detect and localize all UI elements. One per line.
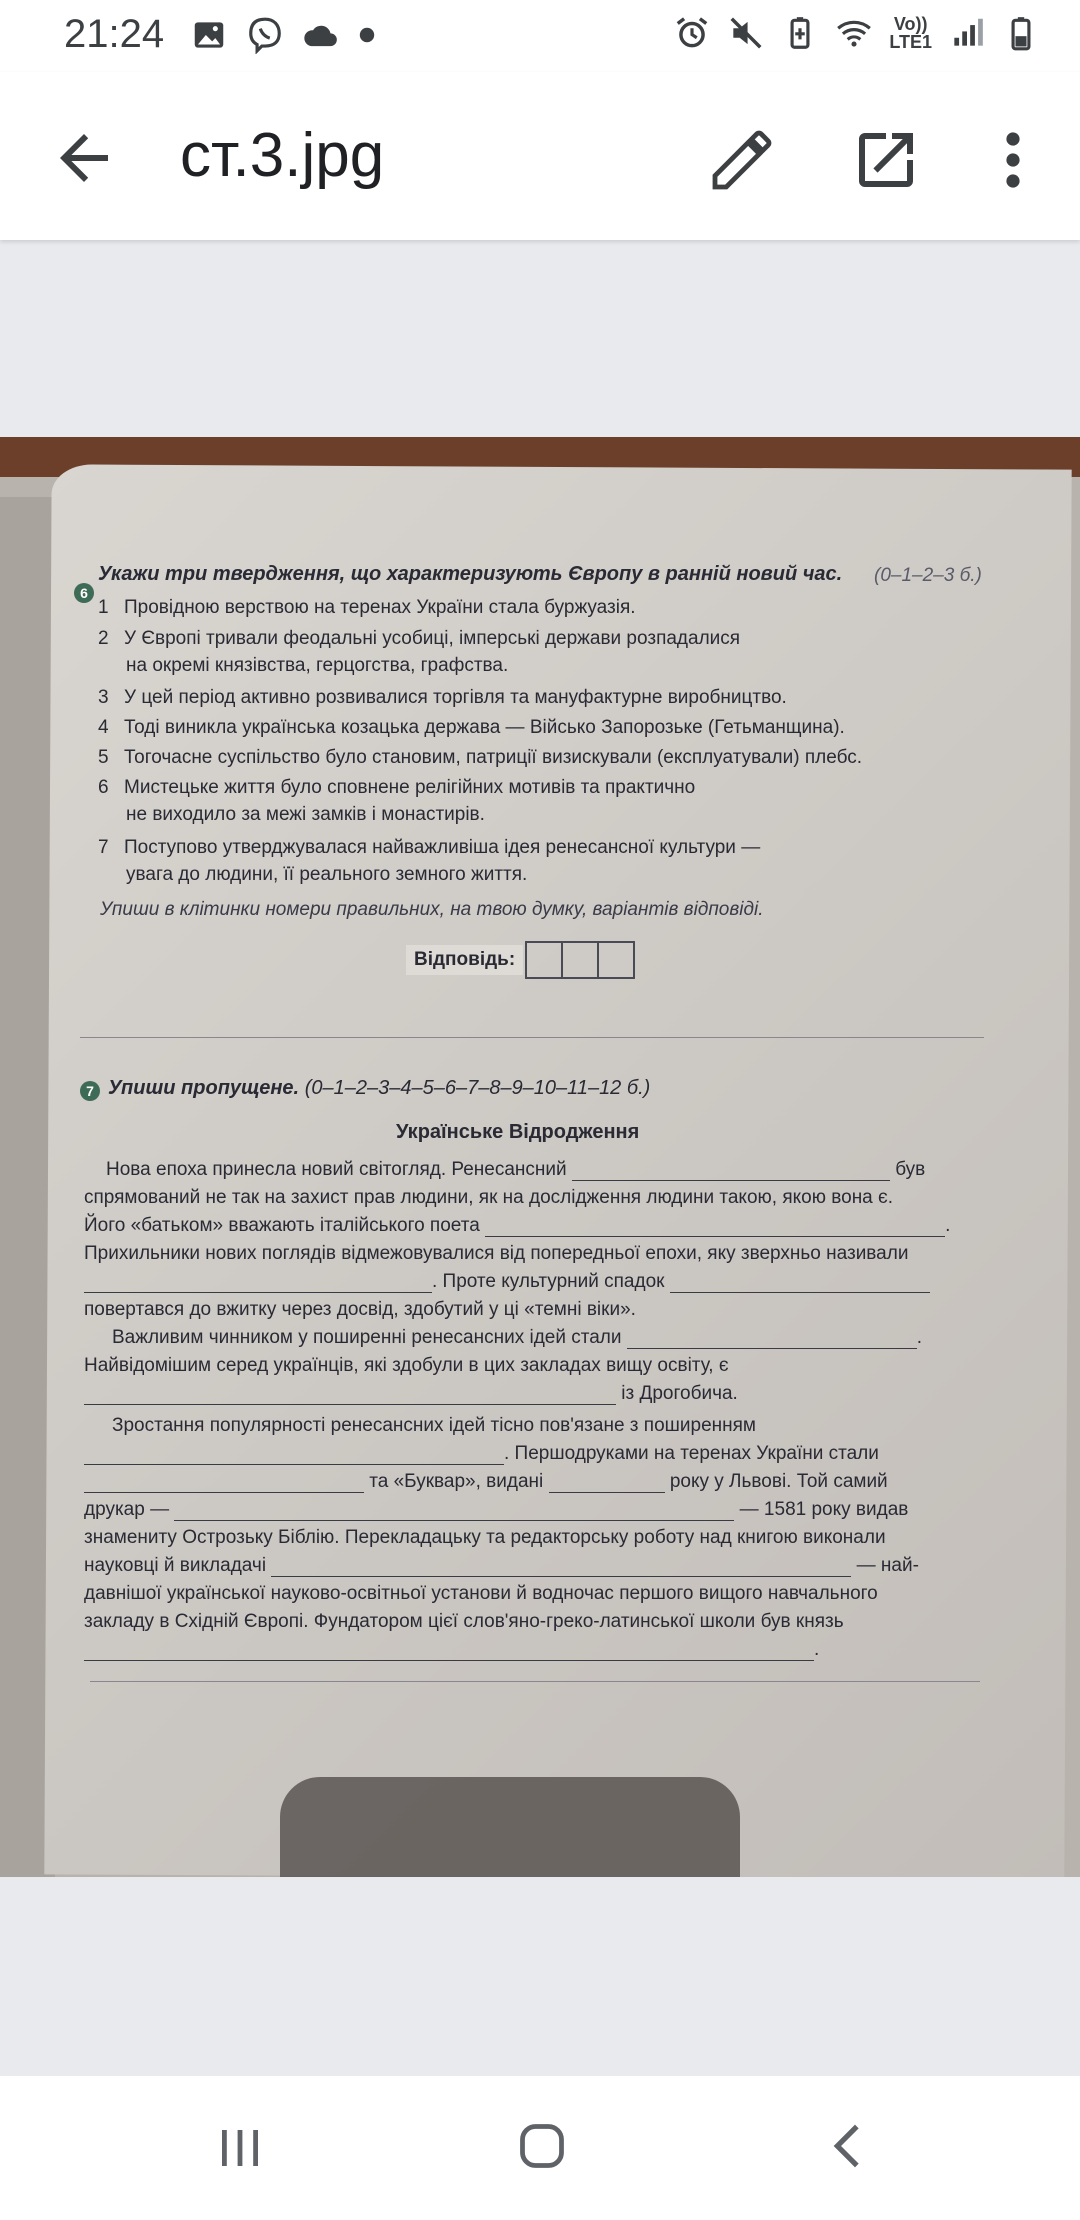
question-7-badge: 7 xyxy=(80,1081,100,1101)
q7-text: та «Буквар», видані xyxy=(369,1471,544,1492)
q6-item-text: У Європі тривали феодальні усобиці, імперські держави розпадалися xyxy=(124,628,741,649)
q6-item-1 xyxy=(98,597,636,619)
q7-line-9 xyxy=(84,1383,738,1405)
q6-item-text: У цей період активно розвивалися торгівля та мануфактурне виробництво. xyxy=(124,687,787,708)
q6-item-text: Мистецьке життя було сповнене релігійних мотивів та практично xyxy=(124,777,696,798)
wifi-icon xyxy=(835,14,873,52)
photo-viewer-image[interactable] xyxy=(0,437,1080,1877)
q7-blank-11[interactable] xyxy=(271,1558,851,1577)
q7-text: Його «батьком» вважають італійського поета xyxy=(84,1215,480,1236)
q6-item-6 xyxy=(98,777,695,799)
q7-text: друкар — xyxy=(84,1499,170,1520)
q7-line-15 xyxy=(84,1555,919,1577)
q7-line-18: . xyxy=(84,1639,819,1661)
q6-item-7 xyxy=(98,837,760,859)
q7-text: Нова епоха принесла новий світогляд. Ренесансний xyxy=(106,1159,567,1180)
q7-blank-1[interactable] xyxy=(572,1162,890,1181)
signal-icon xyxy=(948,14,986,52)
page-title: ст.3.jpg xyxy=(180,121,385,190)
q6-item-number: 4 xyxy=(98,717,109,738)
q7-blank-9[interactable] xyxy=(549,1474,665,1493)
q7-line-2: спрямований не так на захист прав людини, як на дослідження людини такою, якою вона є. xyxy=(84,1187,894,1208)
more-vert-icon[interactable] xyxy=(990,124,1036,196)
q7-text: Важливим чинником у поширенні ренесансних ідей стали xyxy=(112,1327,622,1348)
question-7-score: (0–1–2–3–4–5–6–7–8–9–10–11–12 б.) xyxy=(304,1077,651,1099)
q7-blank-4[interactable] xyxy=(670,1274,930,1293)
volte-top-text: Vo)) xyxy=(893,14,928,34)
q7-text: був xyxy=(895,1159,926,1180)
q7-text: із Дрогобича. xyxy=(621,1383,738,1404)
status-bar xyxy=(0,0,1080,72)
question-6-badge: 6 xyxy=(74,583,94,603)
q6-item-text: Поступово утверджувалася найважливіша ідея ренесансної культури — xyxy=(124,837,761,858)
q7-line-12 xyxy=(84,1471,888,1493)
status-left-icons xyxy=(190,16,376,54)
q6-answer-box xyxy=(406,941,635,979)
arrow-back-icon[interactable] xyxy=(48,122,120,194)
question-6-score: (0–1–2–3 б.) xyxy=(874,565,982,586)
q6-item-number: 1 xyxy=(98,597,109,618)
open-in-new-icon[interactable] xyxy=(850,124,922,196)
finger-shadow xyxy=(280,1777,740,1877)
q7-line-6: повертався до вжитку через досвід, здобутий у ці «темні віки». xyxy=(84,1299,636,1320)
cloud-icon xyxy=(302,16,340,54)
status-time: 21:24 xyxy=(64,12,165,56)
q7-text: року у Львові. Той самий xyxy=(669,1471,888,1492)
question-7-prompt: Упиши пропущене. xyxy=(108,1077,300,1099)
dot-icon xyxy=(358,26,376,44)
mute-icon xyxy=(727,14,765,52)
q6-item-7-line-2: увага до людини, її реального земного життя. xyxy=(126,864,528,885)
battery-saver-icon xyxy=(781,14,819,52)
q7-blank-5[interactable] xyxy=(627,1330,917,1349)
q6-item-2 xyxy=(98,628,740,650)
q7-text: . Першодруками на теренах України стали xyxy=(504,1443,879,1464)
answer-cell-3[interactable] xyxy=(597,941,635,979)
q6-item-text: Тогочасне суспільство було становим, патриції визискували (експлуатували) плебс. xyxy=(124,747,863,768)
battery-icon xyxy=(1002,14,1040,52)
q7-line-10: Зростання популярності ренесансних ідей тісно пов'язане з поширенням xyxy=(112,1415,756,1436)
question-7-header xyxy=(108,1077,650,1100)
q7-line-14: знамениту Острозьку Біблію. Перекладацьку та редакторську роботу над книгою виконали xyxy=(84,1527,886,1548)
q6-item-5 xyxy=(98,747,862,769)
navigation-bar xyxy=(0,2076,1080,2220)
q6-item-number: 5 xyxy=(98,747,109,768)
q6-item-3 xyxy=(98,687,787,709)
q6-item-number: 7 xyxy=(98,837,109,858)
q7-text: науковці й викладачі xyxy=(84,1555,267,1576)
q7-heading: Українське Відродження xyxy=(396,1121,640,1143)
q7-line-5 xyxy=(84,1271,930,1293)
q7-blank-7[interactable] xyxy=(84,1446,504,1465)
q6-item-text: Тоді виникла українська козацька держава — Військо Запорозьке (Гетьманщина). xyxy=(124,717,845,738)
volte-icon xyxy=(889,15,932,51)
q7-line-3: Його «батьком» вважають італійського поета . xyxy=(84,1215,951,1236)
q7-text: — 1581 року видав xyxy=(739,1499,909,1520)
bottom-rule xyxy=(90,1681,980,1682)
answer-cell-1[interactable] xyxy=(525,941,563,979)
q7-blank-3[interactable] xyxy=(84,1274,432,1293)
q7-line-16: давнішої української науково-освітньої установи й водночас першого вищого навчального xyxy=(84,1583,878,1604)
viber-icon xyxy=(246,16,284,54)
pencil-icon[interactable] xyxy=(706,124,778,196)
q7-text: — най- xyxy=(856,1555,919,1576)
q7-blank-6[interactable] xyxy=(84,1386,616,1405)
recents-icon[interactable] xyxy=(216,2124,264,2172)
q7-line-4: Прихильники нових поглядів відмежовувалися від попередньої епохи, яку зверхньо називали xyxy=(84,1243,909,1264)
section-divider xyxy=(80,1037,984,1038)
q6-item-2-line-2: на окремі князівства, герцогства, графства. xyxy=(126,655,509,676)
q6-item-6-line-2: не виходило за межі замків і монастирів. xyxy=(126,804,485,825)
q7-line-17: закладу в Східній Європі. Фундатором цієї слов'яно-греко-латинської школи був князь xyxy=(84,1611,844,1632)
alarm-icon xyxy=(673,14,711,52)
q6-item-number: 6 xyxy=(98,777,109,798)
q7-text: . Проте культурний спадок xyxy=(432,1271,665,1292)
answer-cell-2[interactable] xyxy=(561,941,599,979)
q7-line-13 xyxy=(84,1499,908,1521)
q6-item-number: 3 xyxy=(98,687,109,708)
q6-item-text: Провідною верствою на теренах України стала буржуазія. xyxy=(124,597,636,618)
home-icon[interactable] xyxy=(516,2120,568,2172)
volte-bottom-text: LTE1 xyxy=(889,32,932,52)
question-6-prompt: Укажи три твердження, що характеризують Європу в ранній новий час. xyxy=(98,563,843,585)
q7-line-8: Найвідомішим серед українців, які здобули в цих закладах вищу освіту, є xyxy=(84,1355,729,1376)
q7-blank-8[interactable] xyxy=(84,1474,364,1493)
nav-back-icon[interactable] xyxy=(826,2120,866,2172)
q7-line-7: Важливим чинником у поширенні ренесансних ідей стали . xyxy=(112,1327,923,1348)
app-bar xyxy=(0,72,1080,240)
q6-item-4 xyxy=(98,717,845,739)
status-right-icons xyxy=(673,14,1040,52)
q6-item-number: 2 xyxy=(98,628,109,649)
q6-instruction: Упиши в клітинки номери правильних, на твою думку, варіантів відповіді. xyxy=(100,899,764,920)
q7-blank-2[interactable] xyxy=(485,1218,945,1237)
q7-line-1 xyxy=(106,1159,925,1181)
q6-answer-label: Відповідь: xyxy=(406,945,523,975)
image-icon xyxy=(190,16,228,54)
q7-blank-10[interactable] xyxy=(174,1502,734,1521)
q7-blank-12[interactable] xyxy=(84,1642,814,1661)
q7-line-11 xyxy=(84,1443,879,1465)
